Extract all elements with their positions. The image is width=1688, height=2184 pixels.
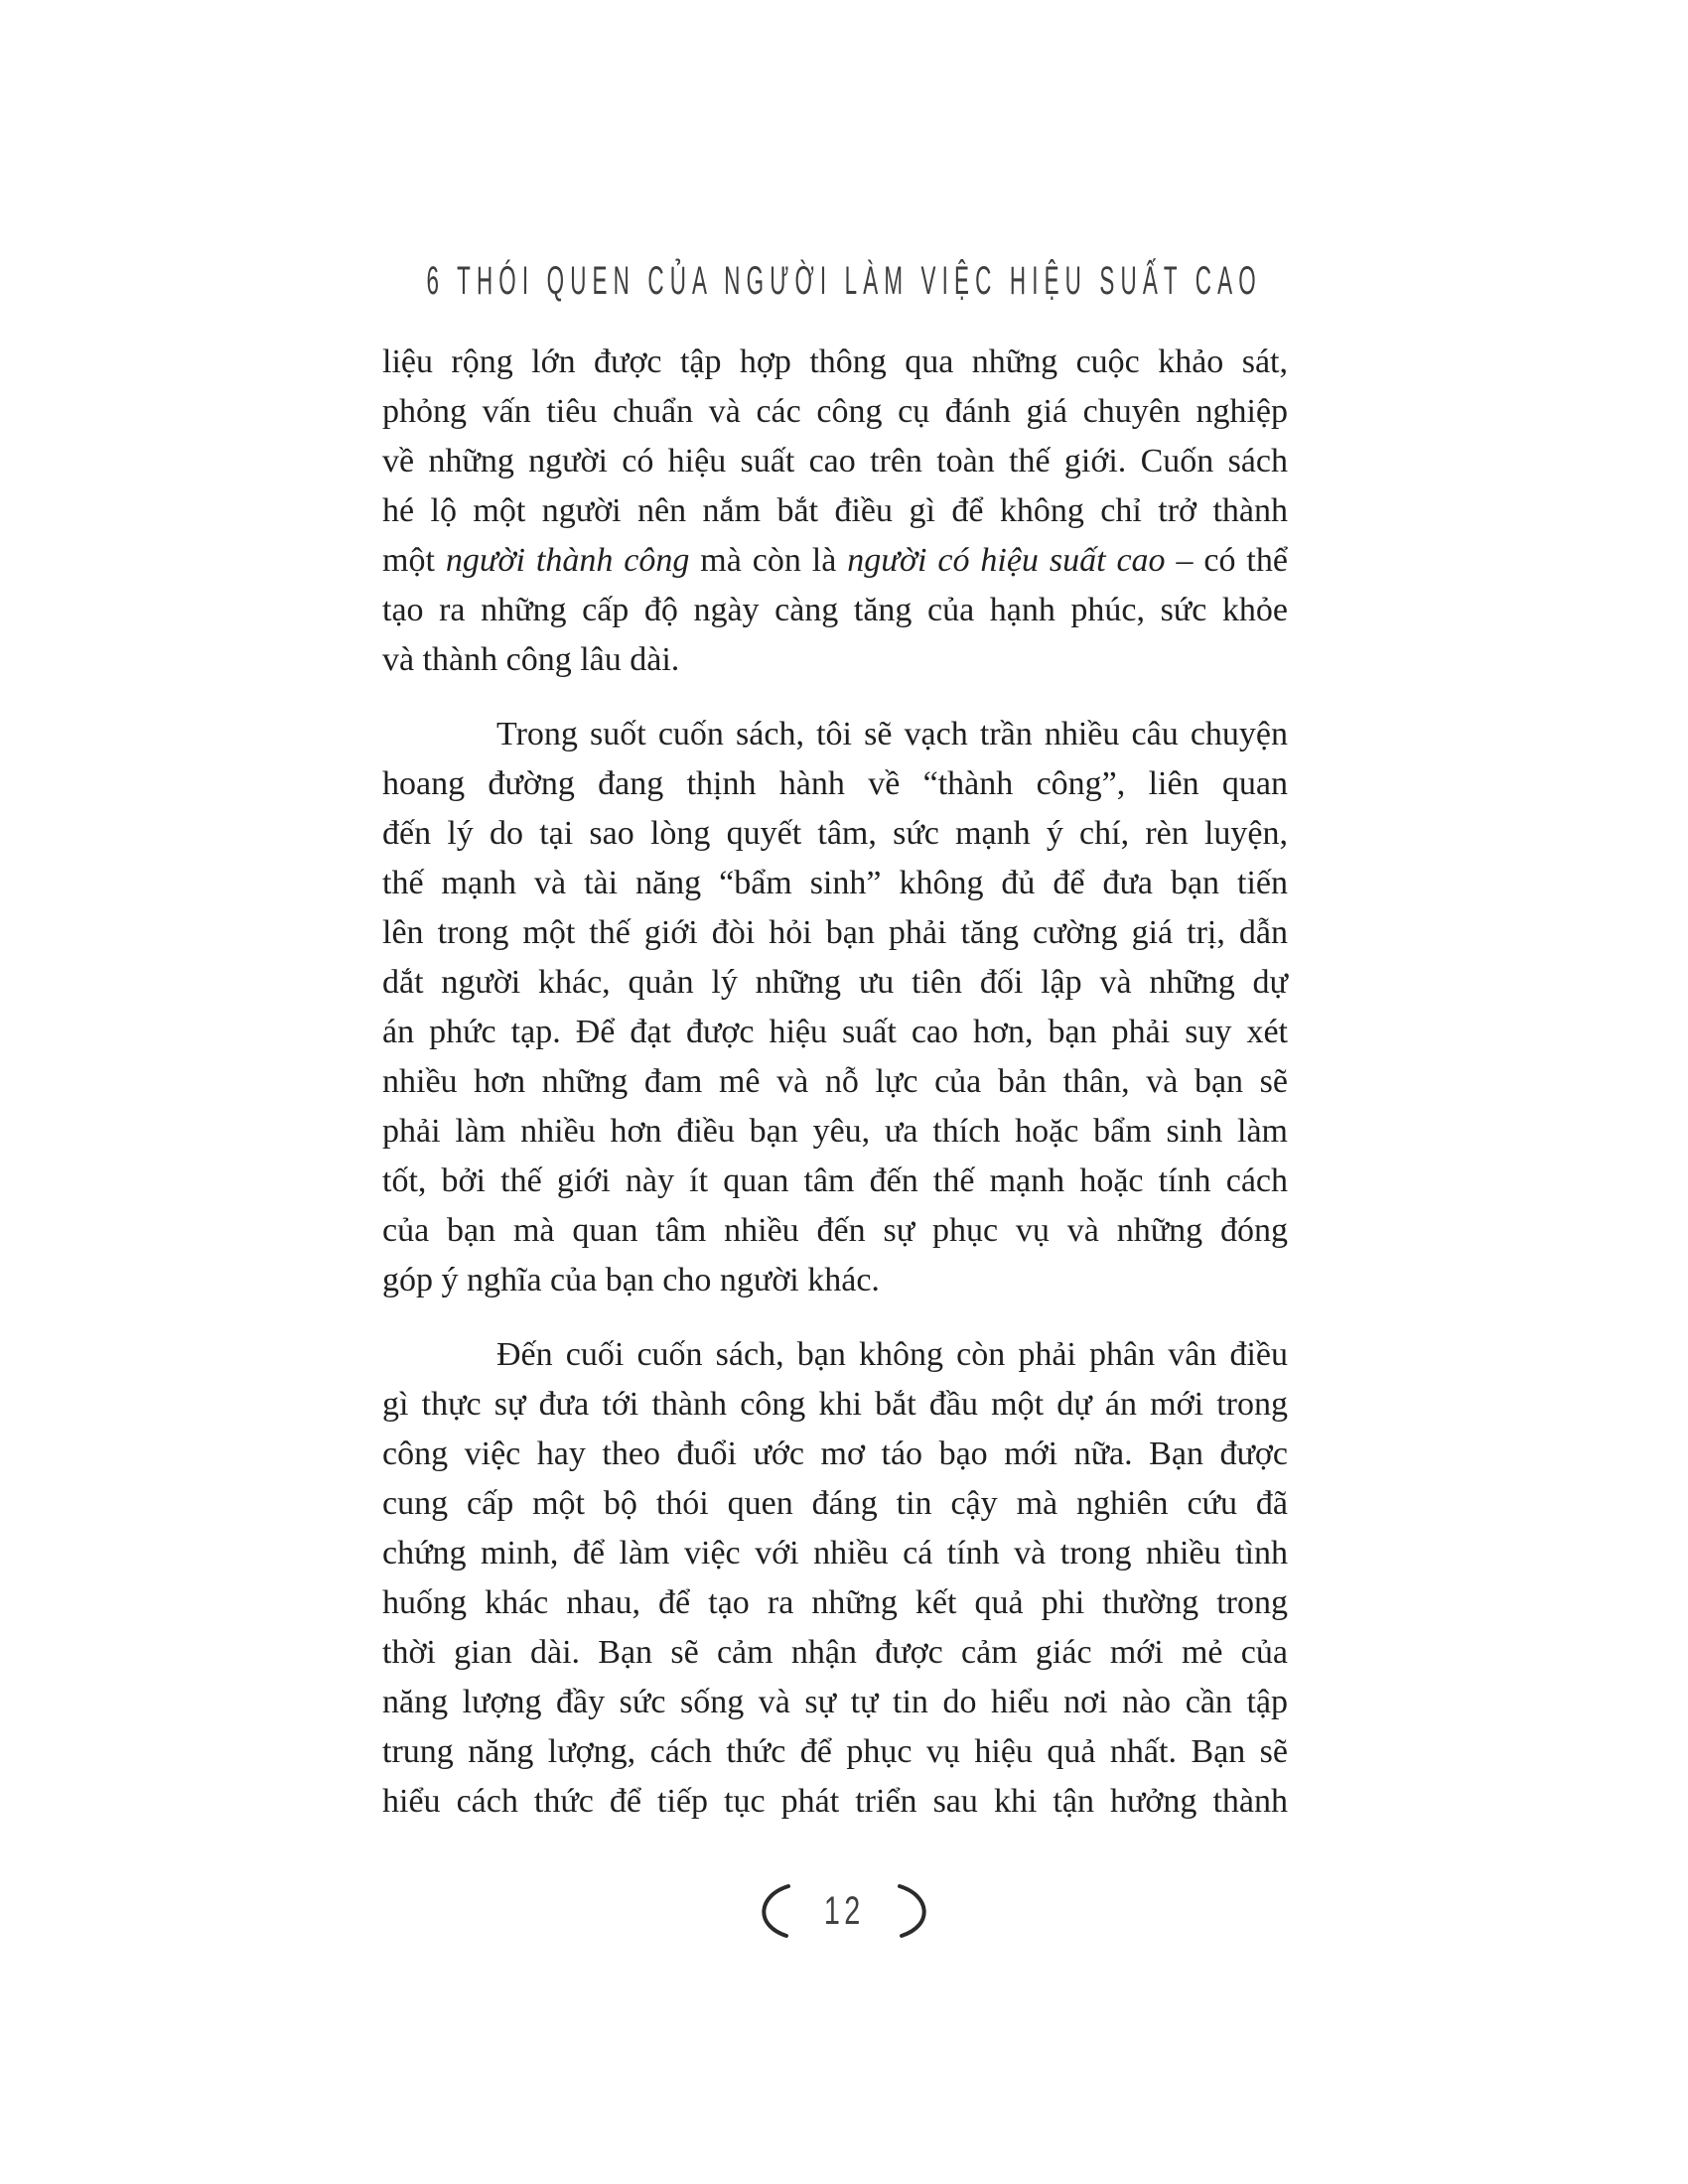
text-line	[382, 536, 1288, 586]
text-line: về những người có hiệu suất cao trên toàn thế giới. Cuốn sách	[382, 443, 1288, 479]
paragraph	[382, 710, 1288, 1305]
text-line: của bạn mà quan tâm nhiều đến sự phục vụ và những đóng	[382, 1212, 1288, 1249]
text-line: góp ý nghĩa của bạn cho người khác.	[382, 1262, 880, 1298]
text-line: tốt, bởi thế giới này ít quan tâm đến thế mạnh hoặc tính cách	[382, 1162, 1288, 1199]
text-line: năng lượng đầy sức sống và sự tự tin do hiểu nơi nào cần tập	[382, 1684, 1288, 1720]
text-line: hé lộ một người nên nắm bắt điều gì để không chỉ trở thành	[382, 492, 1288, 529]
text-line: công việc hay theo đuổi ước mơ táo bạo mới nữa. Bạn được	[382, 1435, 1288, 1472]
left-arc-icon	[749, 1882, 796, 1940]
right-arc-icon	[892, 1882, 939, 1940]
text-line: hoang đường đang thịnh hành về “thành công”, liên quan	[382, 765, 1288, 802]
text-line: nhiều hơn những đam mê và nỗ lực của bản thân, và bạn sẽ	[382, 1063, 1288, 1100]
running-header-text: 6 THÓI QUEN CỦA NGƯỜI LÀM VIỆC HIỆU SUẤT CAO	[426, 259, 1262, 303]
page-number-block	[0, 1882, 1688, 1940]
text-line: thời gian dài. Bạn sẽ cảm nhận được cảm giác mới mẻ của	[382, 1634, 1288, 1671]
text-line: án phức tạp. Để đạt được hiệu suất cao hơn, bạn phải suy xét	[382, 1014, 1288, 1050]
text-line: huống khác nhau, để tạo ra những kết quả phi thường trong	[382, 1584, 1288, 1621]
text-line: liệu rộng lớn được tập hợp thông qua những cuộc khảo sát,	[382, 343, 1288, 380]
text-line: hiểu cách thức để tiếp tục phát triển sau khi tận hưởng thành	[382, 1783, 1288, 1820]
text-line: Đến cuối cuốn sách, bạn không còn phải phân vân điều	[496, 1336, 1288, 1373]
paragraph	[382, 338, 1288, 685]
text-line: tạo ra những cấp độ ngày càng tăng của hạnh phúc, sức khỏe	[382, 592, 1288, 628]
running-header	[0, 259, 1688, 304]
text-segment: – có thể	[1165, 542, 1288, 579]
text-line: lên trong một thế giới đòi hỏi bạn phải tăng cường giá trị, dẫn	[382, 914, 1288, 951]
paragraph	[382, 1330, 1288, 1827]
text-line: đến lý do tại sao lòng quyết tâm, sức mạnh ý chí, rèn luyện,	[382, 815, 1288, 852]
text-line: gì thực sự đưa tới thành công khi bắt đầu một dự án mới trong	[382, 1386, 1288, 1423]
body-text	[382, 338, 1288, 1827]
text-line: cung cấp một bộ thói quen đáng tin cậy mà nghiên cứu đã	[382, 1485, 1288, 1522]
text-line: Trong suốt cuốn sách, tôi sẽ vạch trần nhiều câu chuyện	[496, 716, 1288, 752]
text-line: trung năng lượng, cách thức để phục vụ hiệu quả nhất. Bạn sẽ	[382, 1733, 1288, 1770]
text-line: phải làm nhiều hơn điều bạn yêu, ưa thích hoặc bẩm sinh làm	[382, 1113, 1288, 1150]
text-line: chứng minh, để làm việc với nhiều cá tính và trong nhiều tình	[382, 1535, 1288, 1571]
text-line: thế mạnh và tài năng “bẩm sinh” không đủ để đưa bạn tiến	[382, 865, 1288, 901]
text-line: và thành công lâu dài.	[382, 641, 680, 678]
text-line: phỏng vấn tiêu chuẩn và các công cụ đánh giá chuyên nghiệp	[382, 393, 1288, 430]
page-number: 12	[823, 1889, 865, 1933]
text-segment: một	[382, 542, 446, 579]
italic-text-segment: người có hiệu suất cao	[847, 542, 1166, 579]
text-line: dắt người khác, quản lý những ưu tiên đối lập và những dự	[382, 964, 1288, 1001]
italic-text-segment: người thành công	[445, 542, 690, 579]
text-segment: mà còn là	[689, 542, 848, 579]
